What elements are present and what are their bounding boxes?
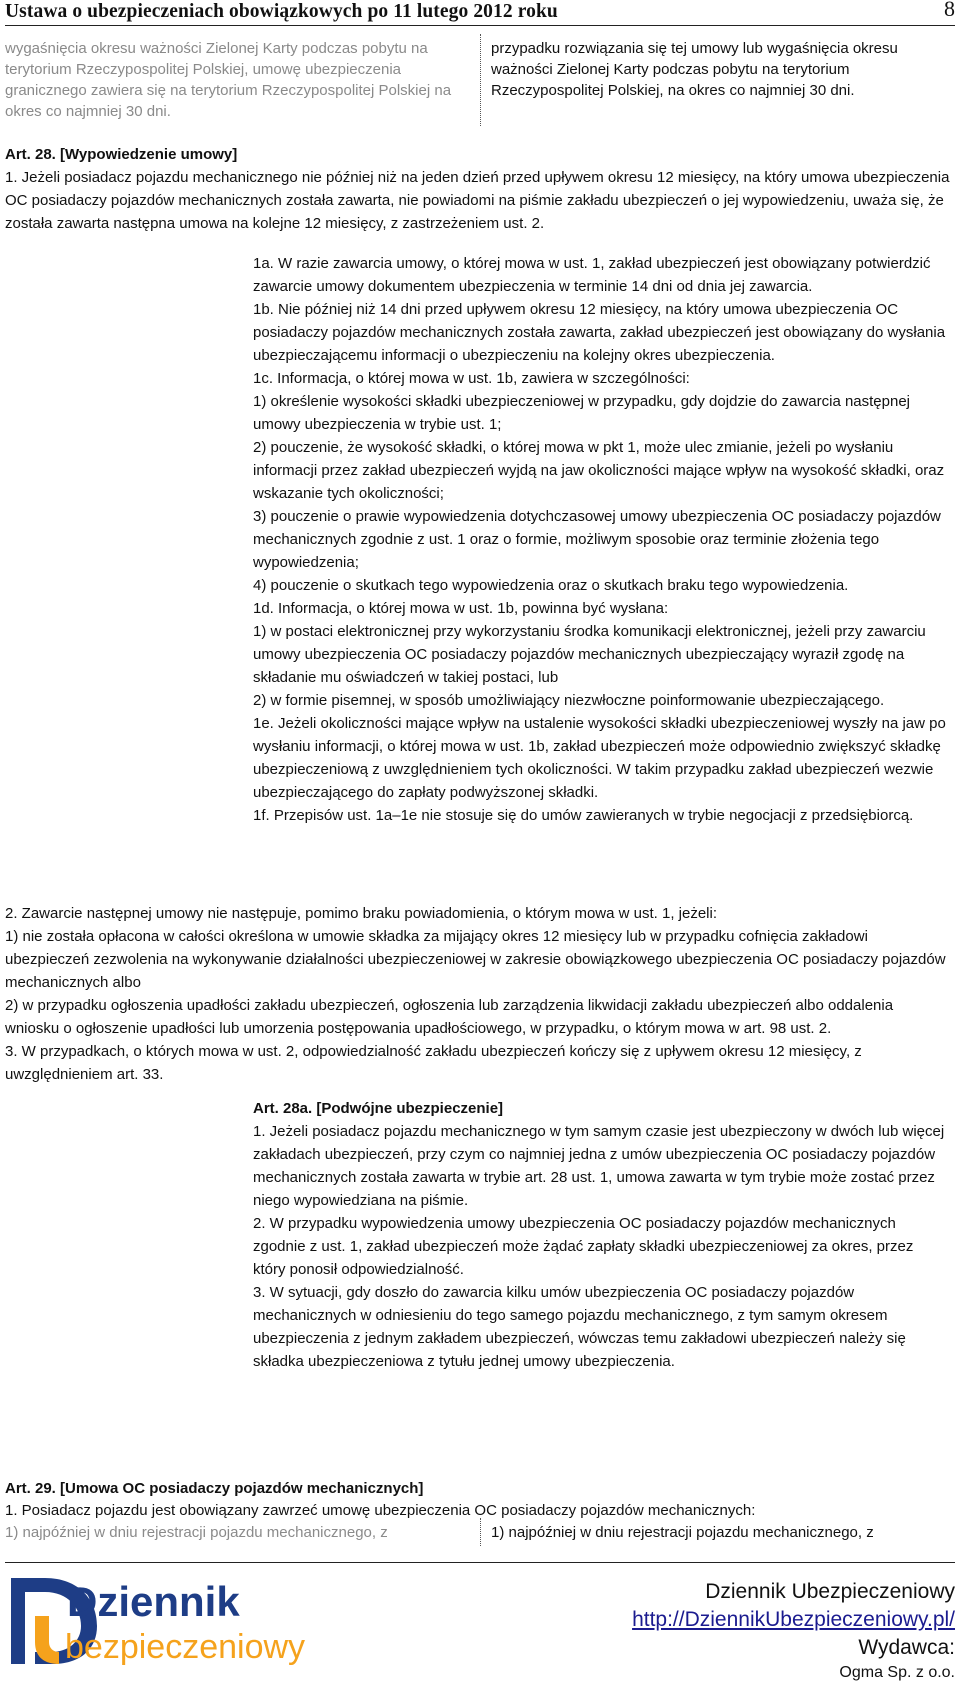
art28-tail-block [5,902,950,1086]
art28-para-3: 3. W przypadkach, o których mowa w ust. 2, odpowiedzialność zakładu ubezpieczeń kończy się z upływem okresu 12 miesięcy, z uwzględnieniem art. 33. [5,1043,862,1083]
art29-item-1-old: 1) najpóźniej w dniu rejestracji pojazdu mechanicznego, z [5,1524,388,1541]
column-divider [480,34,481,126]
footer-publisher-info [632,1578,955,1684]
art28-new-block [253,252,950,827]
art28a-para-1: 1. Jeżeli posiadacz pojazdu mechanicznego w tym samym czasie jest ubezpieczony w dwóch lub więcej zakładach ubezpieczeń, przy czym co najmniej jedna z umów ubezpieczenia OC posiadaczy pojazdów mechanicznych została zawarta w trybie art. 28 ust. 1, umowa zawarta w tym trybie może zostać przez niego wypowiedziana na piśmie. [253,1123,945,1209]
art28-para-1d-item-2: 2) w formie pisemnej, w sposób umożliwiający niezwłoczne poinformowanie ubezpieczającego. [253,692,885,709]
logo-text-bezpieczeniowy: bezpieczeniowy [65,1628,306,1666]
art28-para-1c-item-2: 2) pouczenie, że wysokość składki, o której mowa w pkt 1, może ulec zmianie, jeżeli po wysłaniu informacji przez zakład ubezpieczeń wyjdą na jaw okoliczności mające wpływ na wysokość składki, oraz wskazanie tych okoliczności; [253,439,945,502]
art28a-block [253,1097,950,1373]
art28-para-1d-item-1: 1) w postaci elektronicznej przy wykorzystaniu środka komunikacji elektronicznej, jeżeli przy zawarciu umowy ubezpieczenia OC posiadaczy pojazdów mechanicznych ubezpieczający wyraził zgodę na składanie mu oświadczeń w takiej postaci, lub [253,623,926,686]
art28-heading: Art. 28. [Wypowiedzenie umowy] [5,146,238,163]
art28-para-1c-item-3: 3) pouczenie o prawie wypowiedzenia dotychczasowej umowy ubezpieczenia OC posiadaczy pojazdów mechanicznych zgodnie z ust. 1 oraz o formie, możliwym sposobie oraz terminie złożenia tego wypowiedzenia; [253,508,941,571]
art28-para-1f: 1f. Przepisów ust. 1a–1e nie stosuje się do umów zawieranych w trybie negocjacji z przedsiębiorcą. [253,807,914,824]
art28-para-2-item-2: 2) w przypadku ogłoszenia upadłości zakładu ubezpieczeń, ogłoszenia lub zarządzenia likwidacji zakładu ubezpieczeń albo oddalenia wniosku o ogłoszenie upadłości lub umorzenia postępowania upadłościowego, w przypadku, o którym mowa w art. 98 ust. 2. [5,997,894,1037]
new-text-column: przypadku rozwiązania się tej umowy lub wygaśnięcia okresu ważności Zielonej Karty podczas pobytu na terytorium Rzeczypospolitej Polskiej, na okres co najmniej 30 dni. [491,40,898,99]
art28-para-1e: 1e. Jeżeli okoliczności mające wpływ na ustalenie wysokości składki ubezpieczeniowej wyszły na jaw po wysłaniu informacji, o której mowa w ust. 1b, zakład ubezpieczeń może odpowiednio zwiększyć składkę ubezpieczeniową z uwzględnieniem tych okoliczności. W takim przypadku zakład ubezpieczeń wezwie ubezpieczającego do zapłaty podwyższonej składki. [253,715,946,801]
art28-para-2: 2. Zawarcie następnej umowy nie następuje, pomimo braku powiadomienia, o którym mowa w ust. 1, jeżeli: [5,905,718,922]
art28a-para-2: 2. W przypadku wypowiedzenia umowy ubezpieczenia OC posiadaczy pojazdów mechanicznych zgodnie z ust. 1, zakład ubezpieczeń może żądać zapłaty składki ubezpieczeniowej za okres, przez który ponosił odpowiedzialność. [253,1215,914,1278]
art28-para-2-item-1: 1) nie została opłacona w całości określona w umowie składka za mijający okres 12 miesięcy lub w przypadku cofnięcia zakładowi ubezpieczeń zezwolenia na wykonywanie działalności ubezpieczeniowej w zakresie obowiązkowego ubezpieczenia OC posiadaczy pojazdów mechanicznych albo [5,928,946,991]
art28a-heading: Art. 28a. [Podwójne ubezpieczenie] [253,1100,504,1117]
art28-para-1c: 1c. Informacja, o której mowa w ust. 1b, zawiera w szczególności: [253,370,690,387]
art29-item-1-new: 1) najpóźniej w dniu rejestracji pojazdu mechanicznego, z [491,1524,874,1541]
publisher-name: Ogma Sp. z o.o. [839,1664,955,1681]
dziennik-ubezpieczeniowy-logo [5,1572,365,1668]
art28a-para-3: 3. W sytuacji, gdy doszło do zawarcia kilku umów ubezpieczenia OC posiadaczy pojazdów mechanicznych w odniesieniu do tego samego pojazdu mechanicznego, z tym samym okresem ubezpieczenia z jednym zakładem ubezpieczeń, wówczas temu zakładowi ubezpieczeń należy się składka ubezpieczeniowa z tytułu jednej umowy ubezpieczenia. [253,1284,906,1370]
art28-para-1b: 1b. Nie później niż 14 dni przed upływem okresu 12 miesięcy, na który umowa ubezpieczenia OC posiadaczy pojazdów mechanicznych została zawarta, zakład ubezpieczeń jest obowiązany do wysłania ubezpieczającemu informacji o ubezpieczeniu na kolejny okres ubezpieczenia. [253,301,946,364]
art29-para-1: 1. Posiadacz pojazdu jest obowiązany zawrzeć umowę ubezpieczenia OC posiadaczy pojazdów mechanicznych: [5,1502,756,1519]
publication-name: Dziennik Ubezpieczeniowy [705,1580,955,1603]
page-number: 8 [944,0,955,21]
column-divider-bottom [480,1518,481,1546]
art28-para-1: 1. Jeżeli posiadacz pojazdu mechanicznego nie później niż na jeden dzień przed upływem okresu 12 miesięcy, na który umowa ubezpieczenia OC posiadaczy pojazdów mechanicznych została zawarta, nie powiadomi na piśmie zakładu ubezpieczeń o jej wypowiedzeniu, uważa się, że została zawarta następna umowa na kolejne 12 miesięcy, z zastrzeżeniem ust. 2. [5,169,950,232]
art28-para-1c-item-4: 4) pouczenie o skutkach tego wypowiedzenia oraz o skutkach braku tego wypowiedzenia. [253,577,849,594]
art28-para-1d: 1d. Informacja, o której mowa w ust. 1b, powinna być wysłana: [253,600,669,617]
page-header [5,0,955,26]
old-text-column: wygaśnięcia okresu ważności Zielonej Karty podczas pobytu na terytorium Rzeczypospolitej Polskiej, umowę ubezpieczenia granicznego zawiera się na terytorium Rzeczypospolitej Polskiej na okres co najmniej 30 dni. [5,40,452,120]
document-title: Ustawa o ubezpieczeniach obowiązkowych po 11 lutego 2012 roku [5,1,558,22]
art29-heading: Art. 29. [Umowa OC posiadaczy pojazdów mechanicznych] [5,1480,424,1497]
art28-para-1c-item-1: 1) określenie wysokości składki ubezpieczeniowej w przypadku, gdy dojdzie do zawarcia następnej umowy ubezpieczenia w trybie ust. 1; [253,393,911,433]
logo-text-dziennik: Dziennik [67,1578,240,1625]
publication-url-link[interactable]: http://DziennikUbezpieczeniowy.pl/ [632,1608,955,1631]
art28-para-1a: 1a. W razie zawarcia umowy, o której mowa w ust. 1, zakład ubezpieczeń jest obowiązany potwierdzić zawarcie umowy dokumentem ubezpieczenia w terminie 14 dni od dnia jej zawarcia. [253,255,931,295]
footer-rule [5,1562,955,1563]
publisher-label: Wydawca: [858,1636,955,1659]
